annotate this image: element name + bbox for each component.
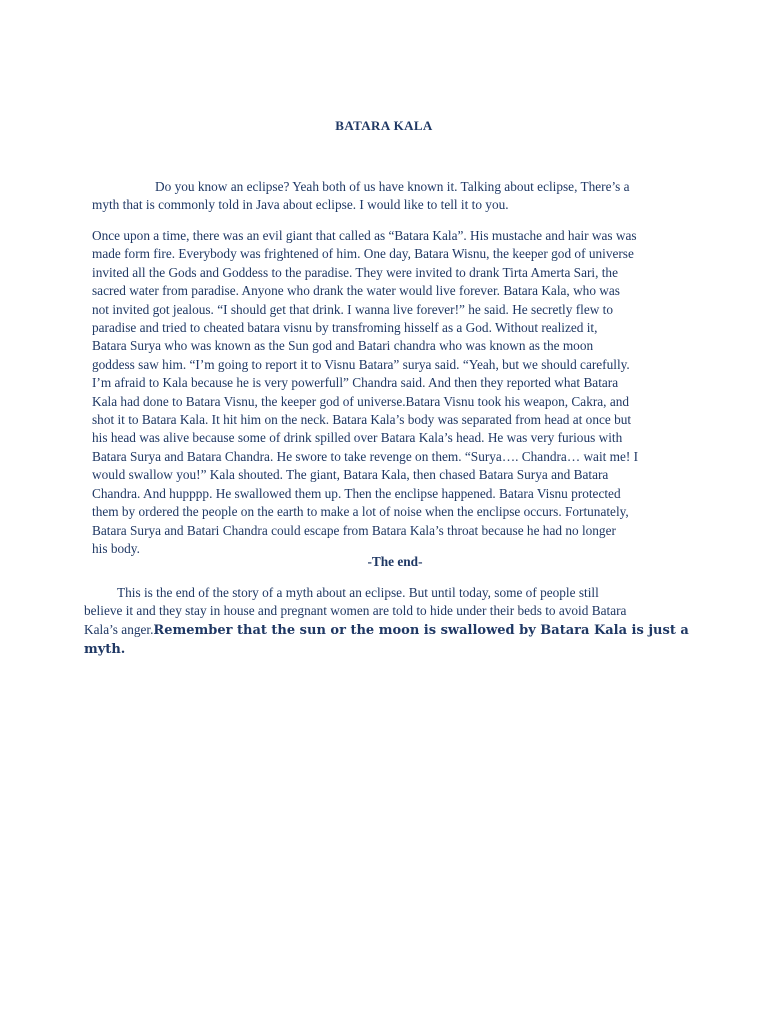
story-line: not invited got jealous. “I should get that drink. I wanna live forever!” he said. He secretly flew to [92, 301, 614, 317]
closing-paragraph [84, 584, 689, 660]
story-line: invited all the Gods and Goddess to the paradise. They were invited to drank Tirta Amerta Sari, the [92, 264, 618, 280]
intro-paragraph [92, 178, 630, 215]
story-line: shot it to Batara Kala. It hit him on the neck. Batara Kala’s body was separated from head at once but [92, 412, 632, 428]
emphasis-text: Remember that the sun or the moon is swallowed by Batara Kala is just a [153, 622, 689, 638]
story-line: paradise and tried to cheated batara visnu by transfroming hisself as a God. Without realized it, [92, 320, 598, 336]
closing-text: Kala’s anger. [84, 621, 154, 637]
story-line: his body. [92, 540, 140, 556]
story-line: would swallow you!” Kala shouted. The giant, Batara Kala, then chased Batara Surya and Batara [92, 467, 609, 483]
emphasis-text: myth. [84, 642, 126, 658]
intro-line: Do you know an eclipse? Yeah both of us have known it. Talking about eclipse, There’s a [155, 179, 630, 194]
story-line: Batara Surya and Batari Chandra could escape from Batara Kala’s throat because he had no longer [92, 522, 616, 538]
story-line: Batara Surya and Batara Chandra. He swore to take revenge on them. “Surya…. Chandra… wait me! I [92, 448, 639, 464]
story-line: goddess saw him. “I’m going to report it to Visnu Batara” surya said. “Yeah, but we should carefully. [92, 356, 630, 372]
story-line: Batara Surya who was known as the Sun god and Batari chandra who was known as the moon [92, 338, 594, 354]
story-line: Once upon a time, there was an evil giant that called as “Batara Kala”. His mustache and hair was was [92, 228, 637, 243]
document-title: BATARA KALA [335, 118, 433, 133]
story-line: his head was alive because some of drink spilled over Batara Kala’s head. He was very furious with [92, 430, 623, 446]
closing-line: This is the end of the story of a myth about an eclipse. But until today, some of people still [117, 585, 599, 600]
story-line: Kala had done to Batara Visnu, the keeper god of universe.Batara Visnu took his weapon, Cakra, and [92, 393, 630, 409]
story-paragraph [92, 227, 638, 558]
intro-line: myth that is commonly told in Java about eclipse. I would like to tell it to you. [92, 197, 509, 213]
closing-line: believe it and they stay in house and pregnant women are told to hide under their beds to avoid Batara [84, 603, 627, 619]
story-line: them by ordered the people on the earth to make a lot of noise when the enclipse occurs. Fortunately, [92, 504, 629, 520]
story-line: sacred water from paradise. Anyone who drank the water would live forever. Batara Kala, who was [92, 283, 620, 299]
the-end-label: -The end- [367, 554, 423, 569]
story-line: I’m afraid to Kala because he is very powerfull” Chandra said. And then they reported what Batara [92, 375, 619, 391]
story-line: made form fire. Everybody was frightened of him. One day, Batara Wisnu, the keeper god of universe [92, 246, 634, 262]
story-line: Chandra. And hupppp. He swallowed them up. Then the enclipse happened. Batara Visnu protected [92, 485, 621, 501]
closing-line-mixed [84, 621, 689, 640]
closing-line-mixed [84, 640, 689, 659]
